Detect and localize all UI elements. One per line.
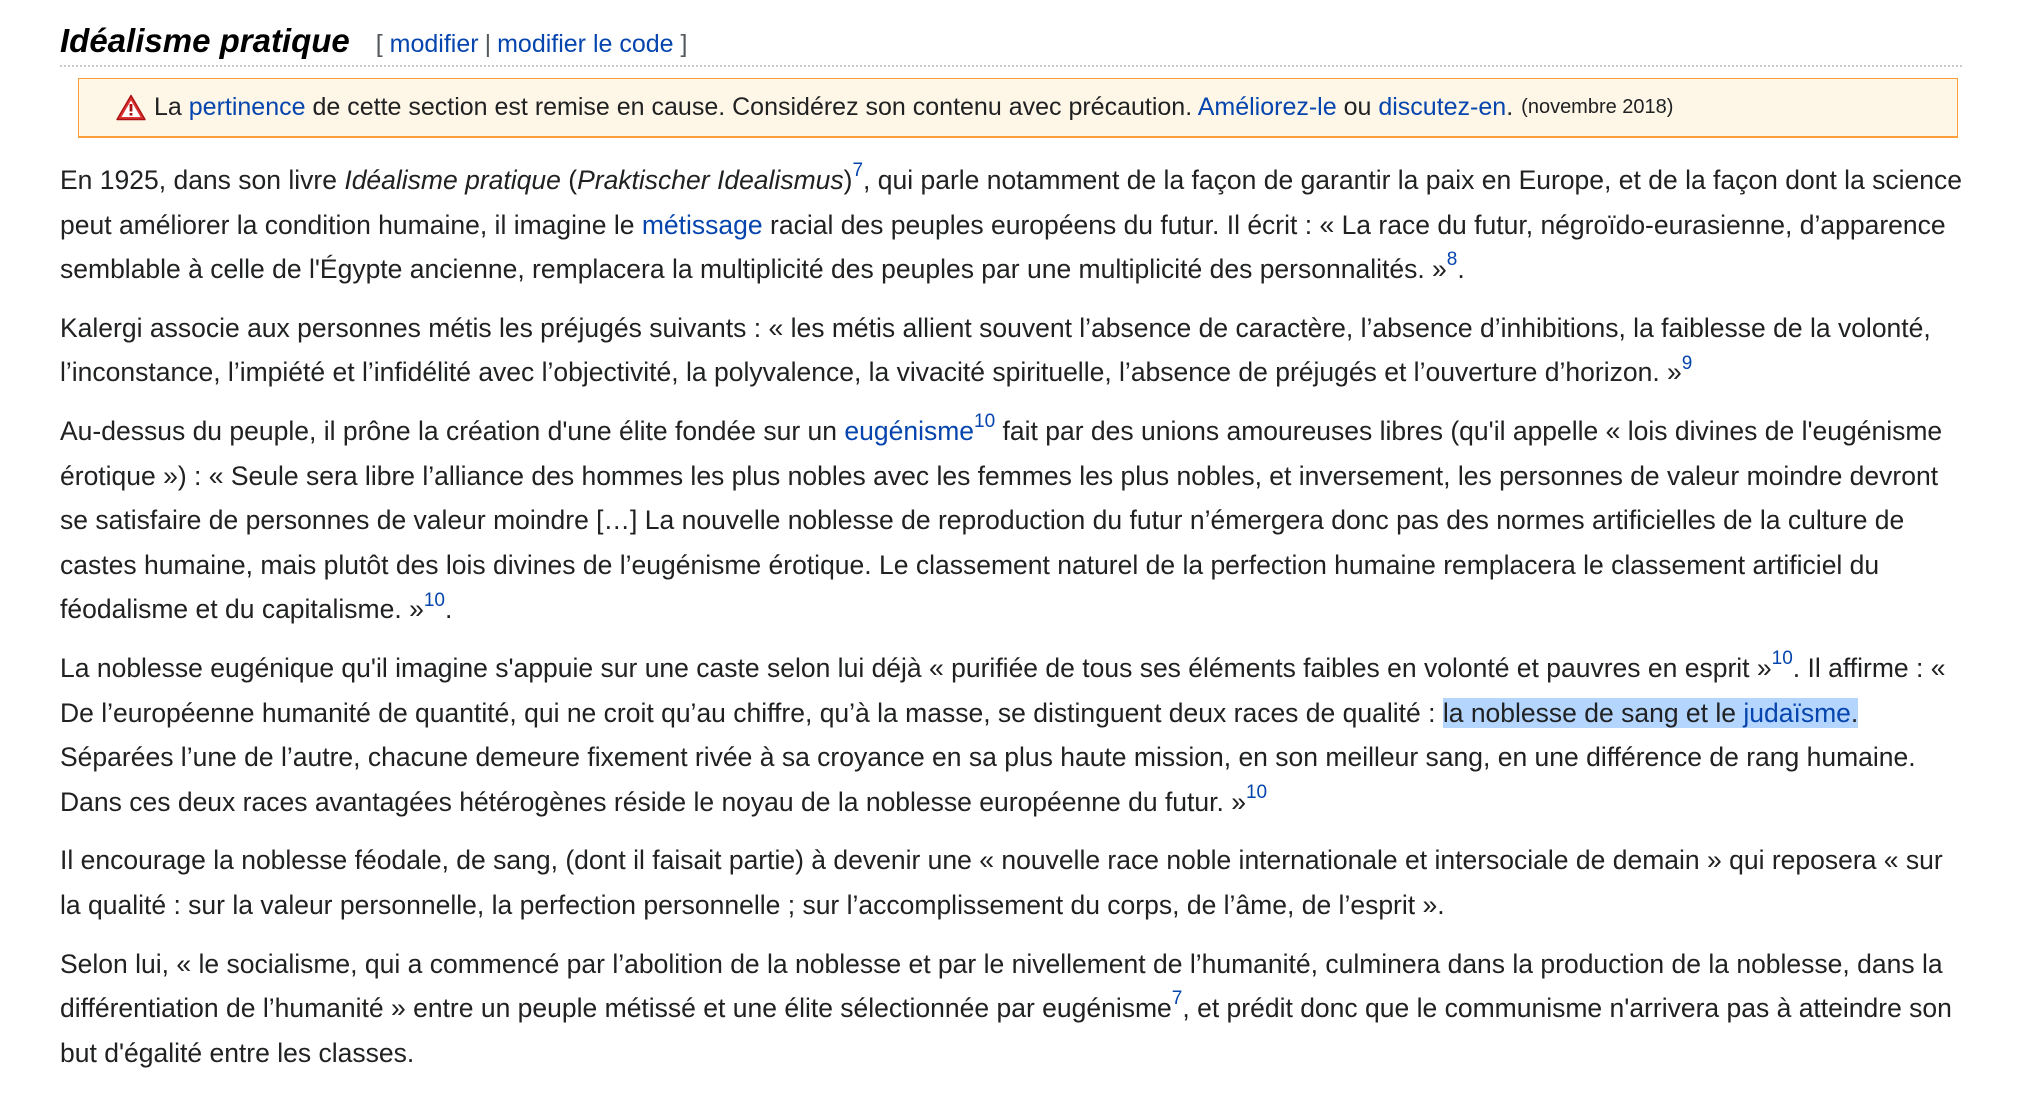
p1-book-original-title: Praktischer Idealismus (577, 165, 844, 195)
link-ameliorez[interactable]: Améliorez-le (1197, 93, 1337, 121)
reference-9[interactable]: 9 (1681, 352, 1693, 374)
edit-bracket-close: ] (680, 30, 688, 58)
section-title: Idéalisme pratique (60, 22, 350, 59)
edit-section-links (376, 30, 688, 59)
reference-10[interactable]: 10 (423, 589, 445, 611)
edit-code-link[interactable]: modifier le code (497, 30, 674, 58)
paragraph-2 (60, 306, 1970, 395)
edit-separator: | (484, 30, 492, 58)
reference-10[interactable]: 10 (974, 411, 996, 433)
p3-text-a: Au-dessus du peuple, il prône la création d'une élite fondée sur un (60, 415, 845, 446)
p4-highlight-period: . (1850, 697, 1859, 728)
p1-book-title: Idéalisme pratique (344, 165, 561, 195)
banner-text-4: . (1506, 93, 1514, 121)
paragraph-5 (60, 838, 1970, 927)
banner-text-1: La (154, 93, 189, 121)
section-heading-row (60, 22, 1962, 67)
reference-7[interactable]: 7 (852, 160, 864, 182)
paragraph-1 (60, 158, 1970, 292)
p4-text-c: Séparées l’une de l’autre, chacune demeure fixement rivée à sa croyance en sa plus haute mission, en son meilleur sang, en une différence de rang humaine. Dans ces deux races avantagées hétérogènes réside le noyau de la noblesse européenne du futur. » (60, 742, 1916, 817)
reference-7[interactable]: 7 (1171, 988, 1183, 1010)
relevance-warning-banner (78, 78, 1958, 138)
link-eugenisme[interactable]: eugénisme (844, 415, 975, 446)
banner-date: (novembre 2018) (1521, 96, 1674, 118)
reference-8[interactable]: 8 (1446, 249, 1458, 271)
p4-text-b: . Il affirme : « De l’européenne humanité de quantité, qui ne croit qu’au chiffre, qu’à la masse, se distinguent deux races de qualité : (60, 652, 1946, 728)
p1-text-c: ( (560, 165, 578, 195)
p1-text-f: , qui parle notamment de la façon de garantir la paix en Europe, et de la façon dont la science peut améliorer la condition humaine, il imagine le (60, 165, 1963, 240)
p6-text-a: Selon lui, « le socialisme, qui a commencé par l’abolition de la noblesse et par le nivellement de l’humanité, culminera dans la production de la noblesse, dans la différentiation de l’humanité » entre un peuple métissé et une élite sélectionnée par eugénisme (60, 948, 1943, 1024)
p5-text-a: Il encourage la noblesse féodale, de sang, (dont il faisait partie) à devenir une « nouvelle race noble internationale et intersociale de demain » qui reposera « sur la qualité : sur la valeur personnelle, la perfection personnelle ; sur l’accomplissement du corps, de l’âme, de l’esprit ». (60, 845, 1943, 920)
paragraph-3 (60, 409, 1970, 632)
link-pertinence[interactable]: pertinence (188, 93, 306, 121)
edit-link[interactable]: modifier (389, 30, 479, 58)
article-content (60, 158, 1970, 1089)
banner-text-2: de cette section est remise en cause. Considérez son contenu avec précaution. (305, 93, 1198, 121)
p4-text-a: La noblesse eugénique qu'il imagine s'appuie sur une caste selon lui déjà « purifiée de tous ses éléments faibles en volonté et pauvres en esprit » (60, 652, 1772, 683)
p3-text-b: fait par des unions amoureuses libres (qu'il appelle « lois divines de l'eugénisme érotique ») : « Seule sera libre l’alliance des hommes les plus nobles avec les femmes les plus nobles, et inversement, les personnes de valeur moindre devront se satisfaire de personnes de valeur moindre […] La nouvelle noblesse de reproduction du futur n’émergera donc pas des normes artificielles de la culture de castes humaine, mais plutôt des lois divines de l’eugénisme érotique. Le classement naturel de la perfection humaine remplacera le classement artificiel du féodalisme et du capitalisme. » (60, 415, 1943, 625)
warning-triangle-icon (116, 94, 146, 121)
edit-bracket-open: [ (375, 30, 383, 58)
paragraph-4 (60, 646, 1970, 824)
banner-text-3: ou (1336, 93, 1379, 121)
link-discutez[interactable]: discutez-en (1378, 93, 1507, 121)
p1-text-g: racial des peuples européens du futur. Il écrit : « La race du futur, négroïdo-eurasienne, d’apparence semblable à celle de l'Égypte ancienne, remplacera la multiplicité des peuples par une multiplicité des personnalités. » (60, 209, 1946, 285)
paragraph-6 (60, 942, 1970, 1076)
p2-text-a: Kalergi associe aux personnes métis les préjugés suivants : « les métis allient souvent l’absence de caractère, l’absence d’inhibitions, la faiblesse de la volonté, l’inconstance, l’impiété et l’infidélité avec l’objectivité, la polyvalence, la vivacité spirituelle, l’absence de préjugés et l’ouverture d’horizon. » (60, 312, 1931, 388)
p3-text-c: . (444, 594, 453, 625)
text-selection-highlight (1443, 698, 1858, 728)
reference-10[interactable]: 10 (1245, 781, 1268, 803)
link-metissage[interactable]: métissage (641, 209, 763, 240)
p1-text-a: En 1925, dans son livre (60, 165, 345, 195)
link-judaisme[interactable]: judaïsme (1743, 697, 1851, 728)
reference-10[interactable]: 10 (1771, 648, 1793, 670)
p1-text-h: . (1457, 254, 1465, 285)
p6-text-b: , et prédit donc que le communisme n'arrivera pas à atteindre son but d'égalité entre les classes. (60, 993, 1952, 1068)
p1-text-e: ) (843, 165, 853, 195)
p4-highlight-text: la noblesse de sang et le (1442, 697, 1744, 728)
banner-message (154, 93, 1513, 122)
